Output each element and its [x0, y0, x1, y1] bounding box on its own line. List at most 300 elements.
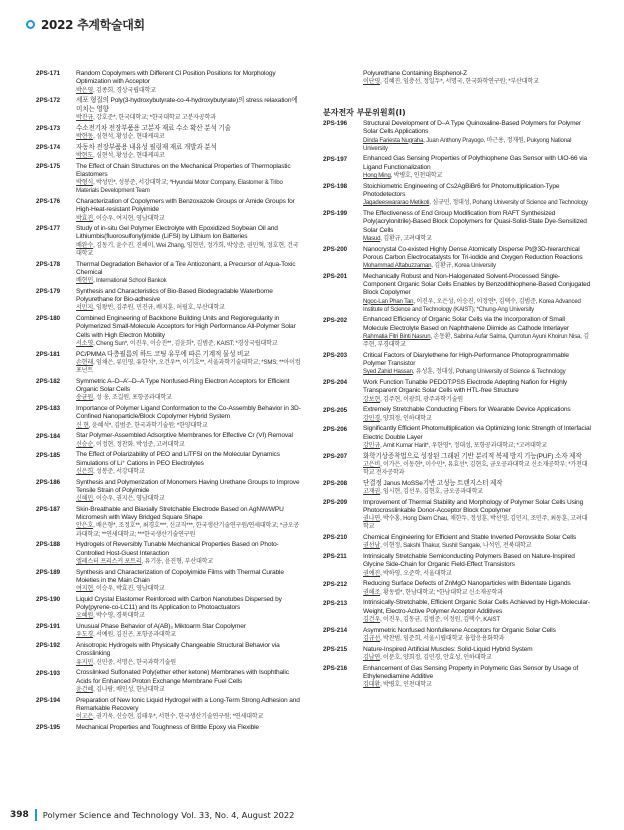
entry-title: Random Copolymers with Different Cl Position Positions for Morphology Optimization with Acceptor [76, 70, 276, 86]
entry-body [76, 506, 304, 539]
abstract-entry [36, 405, 304, 430]
entry-title: Asymmetric Nonfused Nonfullerene Acceptors for Organic Solar Cells [363, 626, 556, 634]
entry-presenter: 신승순 [76, 440, 94, 448]
abstract-entry [36, 451, 304, 476]
entry-coauthors: , 박성민*, 성봉준, 서강대학교; *Hyundai Motor Company, Elastomer & Tribo Materials Development Team [76, 179, 283, 195]
entry-presenter: 박은영 [76, 86, 94, 94]
abstract-entry [323, 316, 591, 349]
entry-authors [363, 368, 591, 376]
entry-presenter: 송균원 [76, 394, 94, 402]
entry-title: Nanocrystal Co-existed Highly Dense Atomically Disperse Pt@3D-hierarchical Porous Carbon Electrocatalysts for Tri-iodide and Oxygen Reduction Reactions [363, 245, 583, 261]
entry-code [323, 70, 363, 86]
entry-coauthors: , 서예원, 김진곤, 포항공과대학교 [93, 631, 176, 639]
page-footer [0, 800, 624, 830]
entry-body [363, 183, 591, 208]
entry-code: 2PS-188 [36, 541, 61, 549]
entry-title: Work Function Tunable PEDOT:PSS Electrode Adepting Nafion for Highly Transparent Organic Solar Cells with HTL-free Structure [363, 379, 568, 395]
entry-body [76, 623, 304, 639]
abstract-entry [36, 506, 304, 539]
entry-presenter: Mohammad Aftabuzzaman [363, 262, 432, 270]
entry-presenter: 손현래 [76, 359, 94, 366]
entry-authors [76, 304, 304, 312]
entry-coauthors: , 강호준*, 한국대학교; *한국대학교 고분자공학과 [93, 113, 216, 121]
entry-coauthors: , 성 웅, 조길원, 포항공과대학교 [93, 394, 172, 402]
entry-authors [363, 488, 591, 496]
entry-presenter: 고재권 [363, 488, 381, 496]
entry-presenter: 김건우 [363, 615, 381, 623]
entry-presenter: 김남연 [363, 653, 381, 661]
entry-code: 2PS-197 [323, 155, 348, 163]
entry-body [363, 210, 591, 243]
entry-title: Structural Development of D–A Type Quinoxaline-Based Polymers for Polymer Solar Cells Applications [363, 120, 581, 136]
entry-authors [76, 468, 304, 476]
entry-authors [363, 78, 591, 86]
entry-authors [363, 570, 591, 578]
entry-code: 2PS-180 [36, 315, 61, 323]
entry-code: 2PS-204 [323, 379, 348, 387]
entry-code: 2PS-176 [36, 198, 61, 206]
entry-presenter: 박진규 [76, 113, 94, 121]
entry-title: Enhancement of Gas Sensing Property in Polymeric Gas Sensor by Usage of Ethylenediamine Additive [363, 664, 579, 680]
abstract-entry [36, 315, 304, 348]
entry-presenter: Hong Ming [363, 171, 391, 179]
entry-authors [363, 235, 591, 243]
entry-body [363, 273, 591, 314]
abstract-entry [36, 724, 304, 732]
left-column [36, 70, 304, 735]
entry-presenter: 안은호 [76, 522, 94, 530]
entry-title: 세포 형질의 Poly(3-hydroxybutyrate-co-4-hydroxybutyrate)의 stress relaxation에 미치는 영향 [76, 97, 298, 113]
abstract-entry [323, 499, 591, 532]
entry-coauthors: , 성봉준, 서강대학교 [93, 467, 145, 475]
entry-coauthors: , 심현석, 황성순, 현대케피코 [93, 132, 165, 140]
entry-title: Study of in-situ Gel Polymer Electrolyte with Epoxidized Soybean Oil and Lithiumbis(fluorosulfonyl)imide (LiFSI) by Lithium Ion Batteries [76, 225, 278, 241]
entry-body [76, 261, 304, 286]
entry-title: 수소전기차 전장부품용 고분자 재료 수소 확산 분석 기술 [76, 124, 231, 132]
entry-body [76, 351, 304, 375]
abstract-entry [36, 198, 304, 223]
entry-presenter: 신해민 [76, 495, 94, 503]
entry-authors [76, 242, 304, 258]
entry-body [363, 665, 591, 690]
abstract-entry [36, 479, 304, 504]
entry-coauthors: , 박수홍, Hong Diem Chau, 채한두, 정성훈, 박선영, 김민지, 조민주, 최동훈, 고려대학교 [363, 515, 588, 531]
entry-coauthors: , 이문호, 양희정, 김민경, 안효성, 인하대학교 [380, 653, 492, 661]
abstract-entry [36, 378, 304, 403]
entry-presenter: 고은비 [363, 460, 381, 468]
entry-authors [76, 179, 304, 195]
abstract-entry [36, 261, 304, 286]
entry-coauthors: , 박병호, 인천대학교 [390, 171, 443, 179]
abstract-entry [323, 273, 591, 314]
entry-presenter: 권해조 [363, 588, 381, 596]
entry-body [76, 596, 304, 621]
entry-authors [76, 422, 304, 430]
entry-code: 2PS-172 [36, 97, 61, 105]
right-column-continuation [323, 70, 591, 89]
entry-body [76, 288, 304, 313]
abstract-entry [36, 596, 304, 621]
entry-coauthors: , 이승우, 권지은, 영남대학교 [93, 495, 165, 503]
entry-presenter: 강민경 [363, 414, 381, 422]
entry-code: 2PS-202 [323, 316, 348, 324]
entry-presenter: 엘레스터 프리스커 포트리 [76, 557, 142, 565]
entry-title: Thermal Degradation Behavior of a Tire Antiozonant, a Precursor of Aqua-Toxic Chemical [76, 260, 296, 276]
entry-title: 자동차 전장부품용 내유성 필링재 재료 개발과 분석 [76, 143, 217, 151]
abstract-entry [323, 553, 591, 578]
entry-code: 2PS-191 [36, 623, 61, 631]
entry-authors [363, 396, 591, 404]
entry-authors [76, 686, 304, 694]
entry-authors [76, 441, 304, 449]
entry-coauthors: , 김환규, Korea University [431, 262, 496, 270]
entry-title: 단결정 Janus MoSSe기반 고성능 트랜지스터 제작 [363, 479, 503, 487]
entry-coauthors: , Cheng Sun*, 이진우, 이승진**, 김윤희*, 김범준, KAIST; *경상국립대학교 [93, 340, 278, 348]
entry-body [76, 163, 304, 196]
entry-presenter: 유지민 [76, 658, 94, 666]
entry-authors [363, 333, 591, 349]
entry-presenter: Rahmatia Fitri Binti Nasrun [363, 333, 431, 341]
abstract-entry [323, 453, 591, 477]
session-title: 분자전자 부문위원회(I) [323, 108, 406, 117]
entry-presenter: 우도경 [76, 631, 94, 639]
entry-coauthors: , 이가은, 이동현*, 이수민*, 유효선*, 김현호, 금오공과대학교 신소재공학부; *가천대학교 전자공학과 [363, 460, 588, 477]
entry-body [363, 580, 591, 596]
entry-presenter: 배현민 [76, 277, 94, 285]
entry-body [363, 379, 591, 404]
entry-title: Liquid Crystal Elastomer Reinforced with Carbon Nanotubes Dispersed by Poly(pyrene-co-LC11) and Its Application to Photoactuators [76, 595, 282, 612]
entry-presenter: 권나연 [363, 515, 381, 523]
entry-title: Mechanically Robust and Non-Halogenated Solvent-Processed Single-Component Organic Solar Cells Enables by Benzodithiophene-Based Conjugated Block Copolymer [363, 272, 591, 297]
journal-info: Polymer Science and Technology Vol. 33, No. 4, August 2022 [42, 810, 295, 820]
abstract-entry [36, 642, 304, 667]
entry-authors [76, 340, 304, 348]
entry-title: Critical Factors of Diarylethene for High-Performance Photoprogrammable Polymer Transistor [363, 351, 569, 368]
entry-presenter: 윤건혜 [76, 685, 94, 693]
entry-coauthors: , 김환규, 고려대학교 [380, 234, 432, 242]
entry-body [363, 406, 591, 422]
entry-title: Symmetric A–D–A′–D–A Type Nonfused-Ring Electron Acceptors for Efficient Organic Solar Cells [76, 377, 290, 394]
entry-title: Crosslinked Sulfonated Poly(ether ether ketone) Membranes with Isophthalic Acids for Enhanced Proton Exchange Membrane Fuel Cells [76, 669, 289, 685]
entry-body [76, 378, 304, 403]
entry-code: 2PS-185 [36, 451, 61, 459]
page-title: 2022 추계학술대회 [41, 17, 145, 32]
abstract-entry [323, 183, 591, 208]
entry-authors [363, 681, 591, 689]
entry-authors [363, 199, 591, 207]
entry-body [363, 627, 591, 643]
entry-coauthors: , 박하영, 오준학, 서울대학교 [380, 569, 452, 577]
entry-body [363, 316, 591, 349]
entry-title: Improvement of Thermal Stability and Morphology of Polymer Solar Cells Using Photocrosslinkable Donor-Acceptor Block Copolymer [363, 498, 584, 515]
entry-title: Combined Engineering of Backbone Building Units and Regioregularity in Polymerized Small-Molecule Acceptors for High Performance All-Polymer Solar Cells with High Electron Mobility [76, 315, 296, 339]
entry-body [76, 569, 304, 594]
entry-authors [363, 635, 591, 643]
entry-authors [76, 277, 304, 285]
entry-title: Intrinsically-Stretchable, Efficient Organic Solar Cells Achieved by High-Molecular-Weight, Electro-Active Polymer Acceptor Additives [363, 599, 590, 615]
entry-body [76, 405, 304, 430]
entry-code: 2PS-181 [36, 350, 61, 358]
entry-coauthors: , 박찬범, 임준희, 서울시립대학교 융합응용화학과 [380, 634, 505, 642]
entry-title: Characterization of Copolymers with Benzoxazole Groups or Amide Groups for High-Heat-resistant Polyimide [76, 197, 295, 214]
abstract-entry [323, 70, 591, 86]
entry-code: 2PS-196 [323, 120, 348, 128]
entry-coauthors: , 심규민, 정대성, Pohang University of Science and Technology [429, 199, 588, 207]
entry-presenter: Dinda Fariesta Nugraha [363, 136, 424, 144]
entry-title: Synthesis and Polymerization of Monomers Having Urethane Groups to Improve Tensile Strain of Polyimide [76, 478, 300, 494]
entry-authors [363, 542, 591, 550]
entry-presenter: Masud [363, 234, 381, 242]
entry-coauthors: , 김혜진, 임충선, 정일두*, 서명국, 한국화학연구원; *부산대학교 [380, 78, 539, 86]
entry-authors [363, 589, 591, 597]
entry-authors [76, 495, 304, 503]
entry-coauthors: , 김나람, 배인성, 한남대학교 [93, 685, 165, 693]
abstract-entry [36, 669, 304, 694]
entry-body [76, 541, 304, 566]
page-header [26, 14, 145, 34]
abstract-entry [323, 580, 591, 596]
entry-presenter: Syed Zahid Hassan [363, 368, 413, 376]
entry-coauthors: , Amit Kumar Harit*, 우한영*, 정대성, 포항공과대학교; *고려대학교 [380, 441, 548, 449]
abstract-entry [323, 425, 591, 450]
abstract-entry [36, 70, 304, 95]
entry-title: Intrinsically Stretchable Semiconducting Polymers Based on Nature-Inspired Glycine Side-Chain for Organic Field-Effect Transistors [363, 553, 575, 569]
entry-code: 2PS-173 [36, 124, 61, 132]
entry-code: 2PS-174 [36, 143, 61, 151]
entry-presenter: 이단영 [363, 78, 381, 86]
bullet-circle-icon [26, 20, 35, 29]
entry-presenter: 서소영 [76, 340, 94, 348]
entry-code: 2PS-190 [36, 596, 61, 604]
entry-body [363, 534, 591, 550]
entry-body [76, 144, 304, 160]
entry-code: 2PS-192 [36, 642, 61, 650]
entry-body [363, 453, 591, 477]
entry-presenter: 강보현 [363, 395, 381, 403]
entry-presenter: 신은희 [76, 467, 94, 475]
entry-coauthors: , 신민중, 서명은, 한국과학기술원 [93, 658, 176, 666]
entry-coauthors: , 김종희, 경상국립대학교 [93, 86, 156, 94]
entry-body [76, 225, 304, 258]
abstract-entry [36, 351, 304, 375]
entry-presenter: 박현도 [76, 151, 94, 159]
entry-authors [76, 114, 304, 122]
abstract-entry [323, 599, 591, 624]
entry-presenter: 박현동 [76, 132, 94, 140]
abstract-entry [36, 432, 304, 448]
abstract-entry [36, 144, 304, 160]
entry-code: 2PS-214 [323, 626, 348, 634]
entry-code: 2PS-184 [36, 432, 61, 440]
entry-title: Reducing Surface Defects of ZnMgO Nanoparticles with Bidentate Ligands [363, 580, 571, 588]
entry-coauthors: , 손동환, Sabrina Aufar Salma, Qurrotun Ayuni Khoirun Nisa, 김주현, 부경대학교 [363, 333, 589, 349]
entry-authors [76, 133, 304, 141]
entry-coauthors: , 임왕빈, 김주원, 민진규, 배지훈, 허필호, 부산대학교 [93, 304, 225, 312]
entry-title: Significantly Efficient Photomultiplication via Optimizing Ionic Strength of Interfacial Electric Double Layer [363, 425, 591, 441]
entry-title: Hydrogels of Reversibly Tunable Mechanical Properties Based on Photo-Controlled Host-Guest Interaction [76, 541, 279, 557]
entry-code: 2PS-187 [36, 506, 61, 514]
entry-code: 2PS-178 [36, 260, 61, 268]
entry-title: Chemical Engineering for Efficient and Stable Inverted Perovskite Solar Cells [363, 534, 576, 542]
entry-presenter: 김규선 [363, 634, 381, 642]
page-number: 398 [10, 810, 29, 820]
entry-title: Star Polymer-Assembled Adsorptive Membranes for Effective Cr (VI) Removal [76, 432, 293, 440]
footer-divider [35, 809, 37, 821]
entry-title: Enhanced Efficiency of Organic Solar Cells via the Incorporation of Small Molecule Electrolyte Based on Naphthalene Diimide as Cathode Interlayer [363, 316, 569, 332]
entry-body [363, 553, 591, 578]
entry-code: 2PS-199 [323, 210, 348, 218]
abstract-entry [36, 97, 304, 122]
entry-coauthors: , 임채은, 류민영, 유한석*, 오건우**, 이기호**, 서울과학기술대학교; *SMS; **아이컴포넌트 [76, 359, 301, 375]
entry-coauthors: , 유성훈, 정대성, Pohang University of Science & Technology [412, 368, 566, 376]
entry-code: 2PS-195 [36, 724, 61, 732]
entry-title: Extremely Stretchable Conducting Fibers for Wearable Device Applications [363, 406, 571, 414]
entry-body [363, 155, 591, 180]
right-column [323, 120, 591, 692]
entry-authors [76, 631, 304, 639]
entry-presenter: 권선남 [363, 542, 381, 550]
abstract-entry [323, 534, 591, 550]
entry-code: 2PS-212 [323, 580, 348, 588]
abstract-entry [323, 665, 591, 690]
entry-title: Skin-Breathable and Biaxially Stretchable Electrode Based on AgNW/WPU Micromesh with Wavy Bridged Square Shape [76, 505, 284, 522]
entry-presenter: 박형식 [76, 179, 94, 187]
entry-body [76, 125, 304, 141]
entry-body [76, 70, 304, 95]
entry-body [363, 480, 591, 496]
entry-body [76, 198, 304, 223]
entry-coauthors: , 박수영, 경북대학교 [93, 612, 145, 620]
entry-title: Stoichiometric Engineering of Cs2AgBiBr6 for Photomultiplication-Type Photodetectors [363, 182, 560, 198]
entry-presenter: 서민지 [76, 304, 94, 312]
entry-title: The Effect of Chain Structures on the Mechanical Properties of Thermoplastic Elastomers [76, 162, 291, 178]
abstract-entry [36, 125, 304, 141]
entry-presenter: 이고은 [76, 713, 94, 721]
abstract-entry [36, 569, 304, 594]
entry-coauthors: , 유기웅, 윤진형, 부산대학교 [141, 557, 214, 565]
entry-authors [363, 616, 591, 624]
abstract-entry [323, 246, 591, 271]
entry-authors [76, 152, 304, 160]
entry-authors [363, 654, 591, 662]
entry-coauthors: , 임시현, 김선우, 김현호, 금오공과대학교 [380, 488, 483, 496]
abstract-entry [323, 480, 591, 496]
entry-authors [76, 522, 304, 538]
abstract-entry [323, 627, 591, 643]
entry-authors [363, 461, 591, 477]
entry-code: 2PS-194 [36, 696, 61, 704]
entry-authors [76, 87, 304, 95]
entry-code: 2PS-186 [36, 478, 61, 486]
entry-body [76, 724, 304, 732]
entry-authors [363, 298, 591, 314]
abstract-entry [323, 379, 591, 404]
entry-code: 2PS-205 [323, 406, 348, 414]
entry-title: Enhanced Gas Sensing Properties of Polythiophene Gas Sensor with UiO-66 via Ligand Functionalization [363, 155, 588, 171]
entry-authors [363, 442, 591, 450]
entry-body [76, 315, 304, 348]
abstract-entry [323, 120, 591, 153]
entry-presenter: Ngoc-Lan Phan Tan [363, 297, 414, 305]
entry-code: 2PS-175 [36, 162, 61, 170]
entry-authors [363, 415, 591, 423]
abstract-entry [36, 541, 304, 566]
entry-coauthors: , 이승우, 박효진, 영남대학교 [93, 585, 165, 593]
abstract-entry [36, 288, 304, 313]
entry-title: Importance of Polymer Ligand Conformation to the Co-Assembly Behavior in 3D-Confined Nanoparticle/Block Copolymer Hybrid System [76, 405, 301, 421]
entry-presenter: 여지현 [76, 585, 94, 593]
entry-body [363, 599, 591, 624]
entry-authors [76, 394, 304, 402]
entry-title: The Effect of Polarizability of PEO and LiTFSI on the Molecular Dynamics Simulations of Li⁺ Cations in PEO Electrolytes [76, 451, 280, 467]
entry-authors [76, 713, 304, 721]
abstract-entry [36, 623, 304, 639]
entry-coauthors: , 권기욱, 신승현, 김태우*, 서현수, 한국생산기술연구원; *연세대학교 [93, 713, 264, 721]
abstract-entry [36, 225, 304, 258]
entry-coauthors: , 이진우, 오은성, 이승진, 이정연*, 김택수, 김범준, Korea Advanced Institute of Science and Technology (KAIST); *Chung-Ang University [363, 297, 581, 313]
entry-coauthors: , 김주현, 이광희, 광주과학기술원 [380, 395, 463, 403]
entry-authors [76, 558, 304, 566]
entry-body [76, 451, 304, 476]
entry-body [76, 479, 304, 504]
entry-coauthors: , 윤혜석*, 김범준, 한국과학기술원; *한양대학교 [88, 421, 208, 429]
abstract-entry [36, 697, 304, 722]
entry-code: 2PS-183 [36, 405, 61, 413]
entry-code: 2PS-182 [36, 377, 61, 385]
entry-presenter: 오혜원 [76, 612, 94, 620]
entry-coauthors: , 황동렬*, 한남대학교; *한남대학교 신소재공학과 [380, 588, 503, 596]
entry-presenter: 권예진 [363, 569, 381, 577]
entry-title: PC/PMMA 다층필름의 하드 코팅 유무에 따른 기계적 물성 비교 [76, 350, 250, 358]
entry-coauthors: , 배은형*, 조정호**, 최경호***, 신교직***, 한국생산기술연구원/연세대학교; *금오공과대학교; **연세대학교; ***한국생산기술연구원 [76, 522, 300, 538]
entry-code: 2PS-200 [323, 245, 348, 253]
entry-authors [76, 659, 304, 667]
entry-code: 2PS-189 [36, 568, 61, 576]
entry-coauthors: , Juan Anthony Prayogo, 마근용, 정재원, Pukyong National University [363, 136, 572, 152]
entry-body [363, 425, 591, 450]
entry-coauthors: , International School Bankok [93, 277, 167, 285]
entry-title: 화학기상증착법으로 성장된 그래핀 기반 분리적 복제 방지 기능(PUF) 소자 제작 [363, 452, 582, 460]
entry-code: 2PS-201 [323, 272, 348, 280]
entry-authors [76, 359, 304, 375]
entry-code: 2PS-211 [323, 553, 347, 561]
entry-body [76, 642, 304, 667]
entry-body [76, 432, 304, 448]
entry-coauthors: , 이진우, 김동균, 김범준, 이정원, 김택수, KAIST [380, 615, 500, 623]
entry-presenter: 강민규 [363, 441, 381, 449]
entry-code: 2PS-210 [323, 534, 348, 542]
entry-authors [363, 137, 591, 153]
entry-body [363, 70, 591, 86]
entry-presenter: 김대환 [363, 681, 381, 689]
entry-coauthors: , 심현석, 황성순, 현대케피코 [93, 151, 165, 159]
entry-coauthors: , 이현정, Sakshi Thakur, Sushil Sangale, 나석인, 전북대학교 [380, 542, 532, 550]
entry-presenter: 배완수 [76, 241, 94, 249]
entry-body [76, 697, 304, 722]
entry-body [363, 246, 591, 271]
entry-body [363, 646, 591, 662]
entry-code: 2PS-207 [323, 452, 348, 460]
abstract-entry [323, 646, 591, 662]
entry-code: 2PS-206 [323, 425, 348, 433]
entry-title: Polyurethane Containing Bisphenol-Z [363, 70, 467, 77]
abstract-entry [36, 163, 304, 196]
abstract-entry [323, 352, 591, 377]
entry-body [363, 352, 591, 377]
entry-title: Synthesis and Characterization of Copolyimide Films with Thermal Curable Moieties in the Main Chain [76, 568, 284, 584]
entry-code: 2PS-171 [36, 70, 61, 78]
entry-body [76, 669, 304, 694]
